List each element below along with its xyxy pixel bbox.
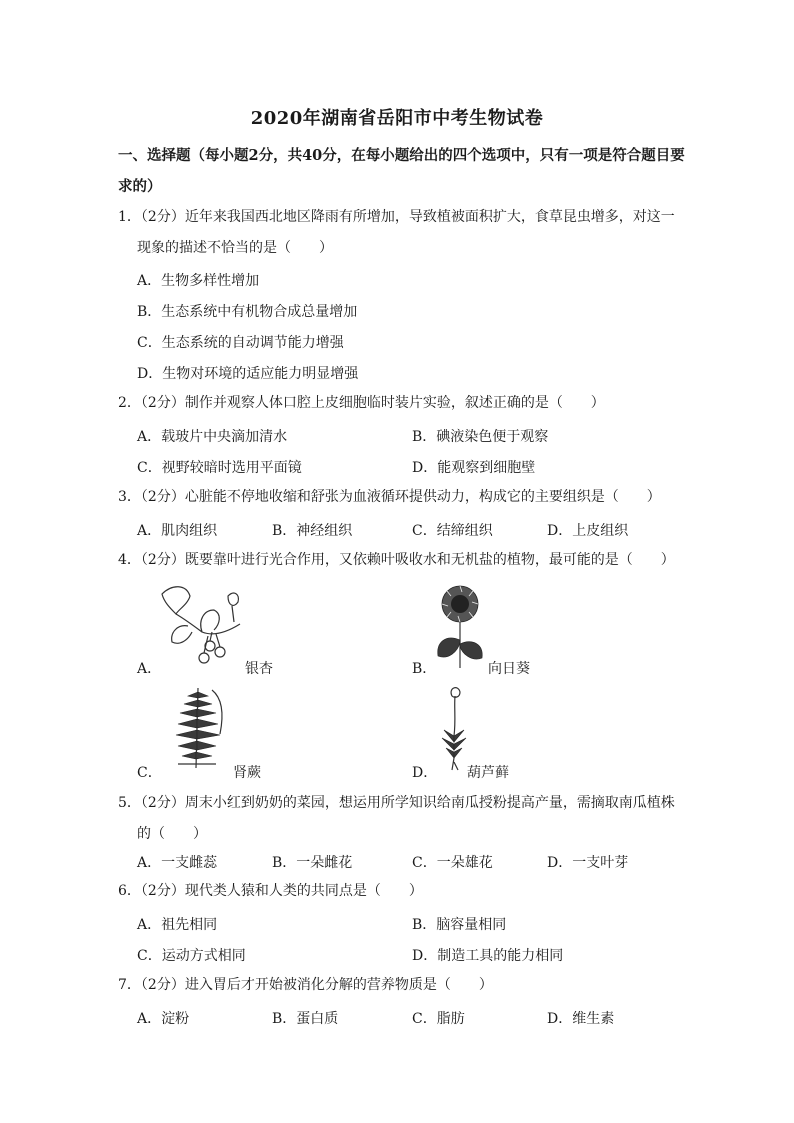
- question-4-stem: 4．（2分）既要靠叶进行光合作用，又依赖叶吸收水和无机盐的植物，最可能的是（ ）: [118, 552, 675, 568]
- question-1-option-c[interactable]: C．生态系统的自动调节能力增强: [137, 335, 344, 351]
- question-3-stem: 3．（2分）心脏能不停地收缩和舒张为血液循环提供动力，构成它的主要组织是（ ）: [118, 489, 661, 505]
- ginkgo-label: 银杏: [245, 661, 273, 677]
- question-1-stem-cont: 现象的描述不恰当的是（ ）: [137, 240, 333, 256]
- question-6-option-d[interactable]: D．制造工具的能力相同: [412, 948, 564, 964]
- question-4-option-b[interactable]: B．: [412, 661, 437, 677]
- question-3-option-b[interactable]: B．神经组织: [272, 523, 353, 539]
- question-7-option-a[interactable]: A．淀粉: [137, 1011, 190, 1027]
- section-heading-line1: 一、选择题（每小题2分，共40分，在每小题给出的四个选项中，只有一项是符合题目要: [118, 147, 685, 164]
- question-7-option-c[interactable]: C．脂肪: [412, 1011, 465, 1027]
- fern-label: 肾蕨: [233, 765, 261, 781]
- question-6-option-a[interactable]: A．祖先相同: [137, 917, 218, 933]
- question-3-option-a[interactable]: A．肌肉组织: [137, 523, 218, 539]
- question-3-option-c[interactable]: C．结缔组织: [412, 523, 493, 539]
- question-2-option-d[interactable]: D．能观察到细胞壁: [412, 460, 536, 476]
- question-6-option-b[interactable]: B．脑容量相同: [412, 917, 507, 933]
- question-3-option-d[interactable]: D．上皮组织: [547, 523, 629, 539]
- question-5-stem: 5．（2分）周末小红到奶奶的菜园，想运用所学知识给南瓜授粉提高产量，需摘取南瓜植株: [118, 795, 675, 811]
- question-7-option-d[interactable]: D．维生素: [547, 1011, 615, 1027]
- sunflower-image: [432, 584, 488, 668]
- question-7-stem: 7．（2分）进入胃后才开始被消化分解的营养物质是（ ）: [118, 977, 493, 993]
- question-5-option-d[interactable]: D．一支叶芽: [547, 855, 629, 871]
- question-5-option-a[interactable]: A．一支雌蕊: [137, 855, 218, 871]
- question-4-option-c[interactable]: C．: [137, 765, 162, 781]
- question-2-option-c[interactable]: C．视野较暗时选用平面镜: [137, 460, 302, 476]
- sunflower-label: 向日葵: [488, 661, 530, 677]
- question-5-option-c[interactable]: C．一朵雄花: [412, 855, 493, 871]
- question-7-option-b[interactable]: B．蛋白质: [272, 1011, 339, 1027]
- moss-label: 葫芦藓: [467, 765, 509, 781]
- question-1-stem: 1．（2分）近年来我国西北地区降雨有所增加，导致植被面积扩大，食草昆虫增多，对这一: [118, 209, 675, 225]
- question-2-stem: 2．（2分）制作并观察人体口腔上皮细胞临时装片实验，叙述正确的是（ ）: [118, 395, 605, 411]
- question-1-option-b[interactable]: B．生态系统中有机物合成总量增加: [137, 304, 358, 320]
- section-heading-line2: 求的）: [118, 178, 162, 195]
- question-2-option-b[interactable]: B．碘液染色便于观察: [412, 429, 549, 445]
- ginkgo-image: [158, 580, 242, 666]
- moss-image: [436, 684, 472, 772]
- question-1-option-a[interactable]: A．生物多样性增加: [137, 273, 260, 289]
- question-2-option-a[interactable]: A．载玻片中央滴加清水: [137, 429, 288, 445]
- fern-image: [166, 684, 232, 770]
- question-4-option-a[interactable]: A．: [137, 661, 162, 677]
- question-5-option-b[interactable]: B．一朵雌花: [272, 855, 353, 871]
- question-1-option-d[interactable]: D．生物对环境的适应能力明显增强: [137, 366, 359, 382]
- exam-title: 2020年湖南省岳阳市中考生物试卷: [250, 108, 544, 129]
- question-6-stem: 6．（2分）现代类人猿和人类的共同点是（ ）: [118, 883, 423, 899]
- question-4-option-d[interactable]: D．: [412, 765, 438, 781]
- question-5-stem-cont: 的（ ）: [137, 826, 207, 842]
- question-6-option-c[interactable]: C．运动方式相同: [137, 948, 246, 964]
